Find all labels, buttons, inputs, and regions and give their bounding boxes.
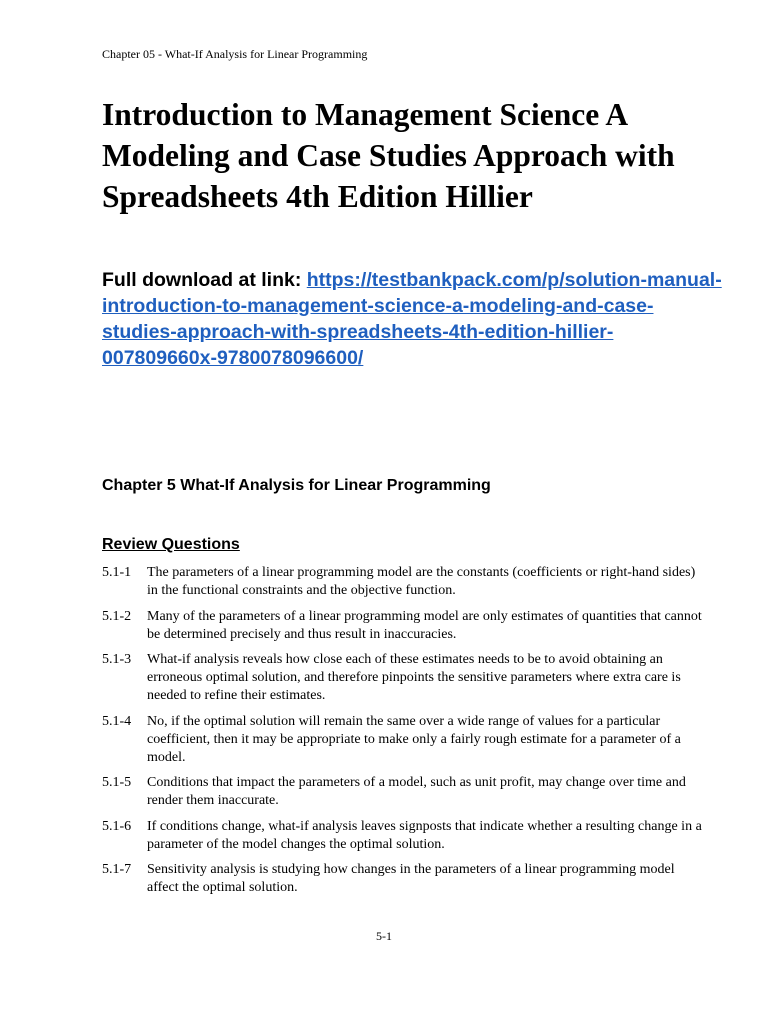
question-answer: Sensitivity analysis is studying how changes in the parameters of a linear programming model affect the optimal solution. xyxy=(147,862,675,895)
question-answer: Many of the parameters of a linear programming model are only estimates of quantities that cannot be determined precisely and thus result in inaccuracies. xyxy=(147,608,702,642)
page-number: 5-1 xyxy=(376,929,392,943)
question-answer: What-if analysis reveals how close each of these estimates needs to be to avoid obtaining an erroneous optimal solution, and therefore pinpoints the sensitive parameters where extra care is needed to refine their estimates. xyxy=(147,652,681,703)
question-number: 5.1-6 xyxy=(102,818,132,834)
question-item xyxy=(102,608,708,644)
question-item xyxy=(102,818,708,854)
question-item xyxy=(102,564,708,600)
question-number: 5.1-7 xyxy=(102,862,132,877)
question-answer: If conditions change, what-if analysis leaves signposts that indicate whether a resulting change in a parameter of the model changes the optimal solution. xyxy=(147,818,702,852)
question-answer: Conditions that impact the parameters of a model, such as unit profit, may change over time and render them inaccurate. xyxy=(147,775,686,808)
review-questions-list xyxy=(102,564,708,905)
download-label: Full download at link: xyxy=(102,269,307,291)
question-item xyxy=(102,713,708,767)
question-item xyxy=(102,651,708,705)
review-questions-heading: Review Questions xyxy=(102,536,240,553)
question-item xyxy=(102,774,708,810)
question-number: 5.1-2 xyxy=(102,608,132,624)
question-answer: No, if the optimal solution will remain the same over a wide range of values for a particular coefficient, then it may be appropriate to make only a fairly rough estimate for a parameter of a model. xyxy=(147,713,681,765)
download-link[interactable]: https://testbankpack.com/p/solution-manual-introduction-to-management-science-a-modeling-and-case-studies-approach-with-spreadsheets-4th-edition-hillier-007809660x-9780078096600/ xyxy=(102,269,722,369)
question-number: 5.1-3 xyxy=(102,652,132,667)
document-title: Introduction to Management Science A Modeling and Case Studies Approach with Spreadsheets 4th Edition Hillier xyxy=(102,97,675,214)
question-item xyxy=(102,861,708,897)
running-header: Chapter 05 - What-If Analysis for Linear Programming xyxy=(102,47,368,61)
question-number: 5.1-1 xyxy=(102,565,132,580)
chapter-heading: Chapter 5 What-If Analysis for Linear Programming xyxy=(102,477,491,494)
download-block xyxy=(102,267,722,371)
question-answer: The parameters of a linear programming model are the constants (coefficients or right-hand sides) in the functional constraints and the objective function. xyxy=(147,565,696,598)
question-number: 5.1-5 xyxy=(102,775,132,790)
question-number: 5.1-4 xyxy=(102,713,132,729)
